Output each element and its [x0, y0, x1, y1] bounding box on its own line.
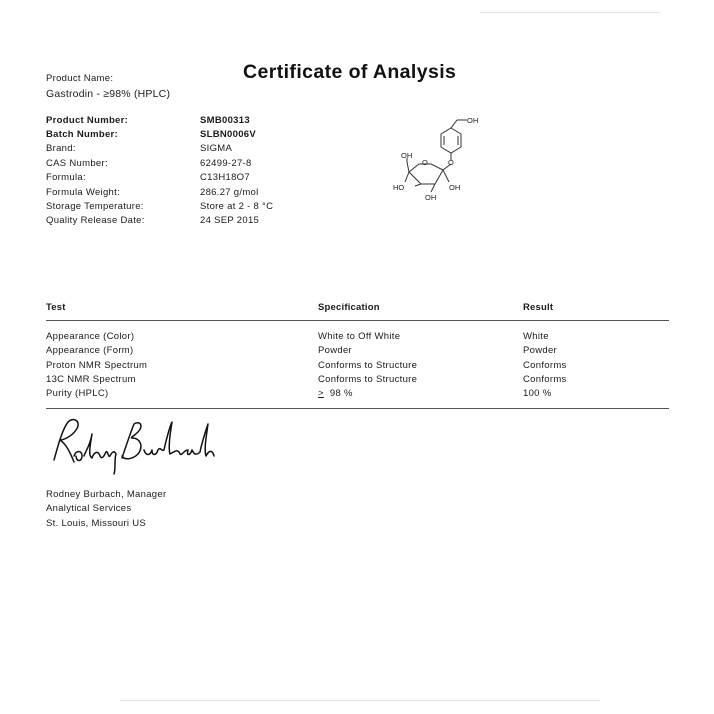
table-row — [0, 374, 714, 388]
cell-result: Powder — [523, 345, 558, 356]
table-row — [0, 331, 714, 345]
signatory-location: St. Louis, Missouri US — [46, 518, 147, 529]
structure-label-oh: OH — [467, 116, 479, 125]
table-bottom-divider — [46, 408, 669, 409]
handwritten-signature — [44, 416, 219, 476]
info-row-batch-number — [46, 129, 346, 143]
cell-test: Appearance (Form) — [46, 345, 134, 356]
cell-test: Purity (HPLC) — [46, 388, 109, 399]
structure-label-oh: OH — [401, 151, 413, 160]
info-label: Formula Weight: — [46, 187, 121, 198]
cell-specification: Powder — [318, 345, 353, 356]
table-row — [0, 388, 714, 402]
structure-label-o: O — [448, 158, 454, 167]
structure-label-o: O — [422, 158, 428, 167]
info-label: Batch Number: — [46, 129, 118, 140]
cell-result: White — [523, 331, 549, 342]
info-label: Quality Release Date: — [46, 215, 145, 226]
table-header-result: Result — [523, 302, 554, 313]
scan-artifact-bottom — [120, 700, 600, 701]
structure-label-oh: OH — [425, 193, 437, 202]
cell-specification: White to Off White — [318, 331, 401, 342]
cell-result: Conforms — [523, 374, 567, 385]
info-row-release-date — [46, 215, 346, 229]
cell-result: 100 % — [523, 388, 552, 399]
info-value: 62499-27-8 — [200, 158, 252, 169]
info-value: C13H18O7 — [200, 172, 250, 183]
table-row — [0, 360, 714, 374]
chemical-structure-diagram — [385, 110, 495, 205]
scan-artifact-top — [480, 12, 660, 13]
cell-test: 13C NMR Spectrum — [46, 374, 136, 385]
info-row-formula-weight — [46, 187, 346, 201]
info-value: SMB00313 — [200, 115, 250, 126]
info-value: 286.27 g/mol — [200, 187, 259, 198]
info-value: 24 SEP 2015 — [200, 215, 260, 226]
cell-specification: Conforms to Structure — [318, 360, 418, 371]
table-header-divider — [46, 320, 669, 321]
table-header-specification: Specification — [318, 302, 380, 313]
page-title: Certificate of Analysis — [243, 61, 457, 83]
info-row-product-number — [46, 115, 346, 129]
info-label: Brand: — [46, 143, 76, 154]
greater-equal-symbol: > — [318, 388, 324, 399]
cell-test: Appearance (Color) — [46, 331, 135, 342]
product-name-label: Product Name: — [46, 73, 114, 84]
info-row-brand — [46, 143, 346, 157]
info-label: Formula: — [46, 172, 86, 183]
table-row — [0, 345, 714, 359]
structure-label-ho: HO — [393, 183, 405, 192]
info-row-cas-number — [46, 158, 346, 172]
info-row-formula — [46, 172, 346, 186]
info-value: SIGMA — [200, 143, 233, 154]
cell-result: Conforms — [523, 360, 567, 371]
cell-specification-value: 98 % — [329, 388, 353, 399]
info-value: Store at 2 - 8 °C — [200, 201, 274, 212]
info-label: CAS Number: — [46, 158, 108, 169]
info-label: Storage Temperature: — [46, 201, 144, 212]
product-name-value: Gastrodin - ≥98% (HPLC) — [46, 88, 171, 100]
structure-label-oh: OH — [449, 183, 461, 192]
signatory-name-title: Rodney Burbach, Manager — [46, 489, 167, 500]
info-row-storage-temperature — [46, 201, 346, 215]
cell-test: Proton NMR Spectrum — [46, 360, 148, 371]
cell-specification — [318, 388, 353, 399]
signatory-department: Analytical Services — [46, 503, 132, 514]
info-value: SLBN0006V — [200, 129, 257, 140]
cell-specification: Conforms to Structure — [318, 374, 418, 385]
table-header-test: Test — [46, 302, 66, 313]
info-label: Product Number: — [46, 115, 129, 126]
